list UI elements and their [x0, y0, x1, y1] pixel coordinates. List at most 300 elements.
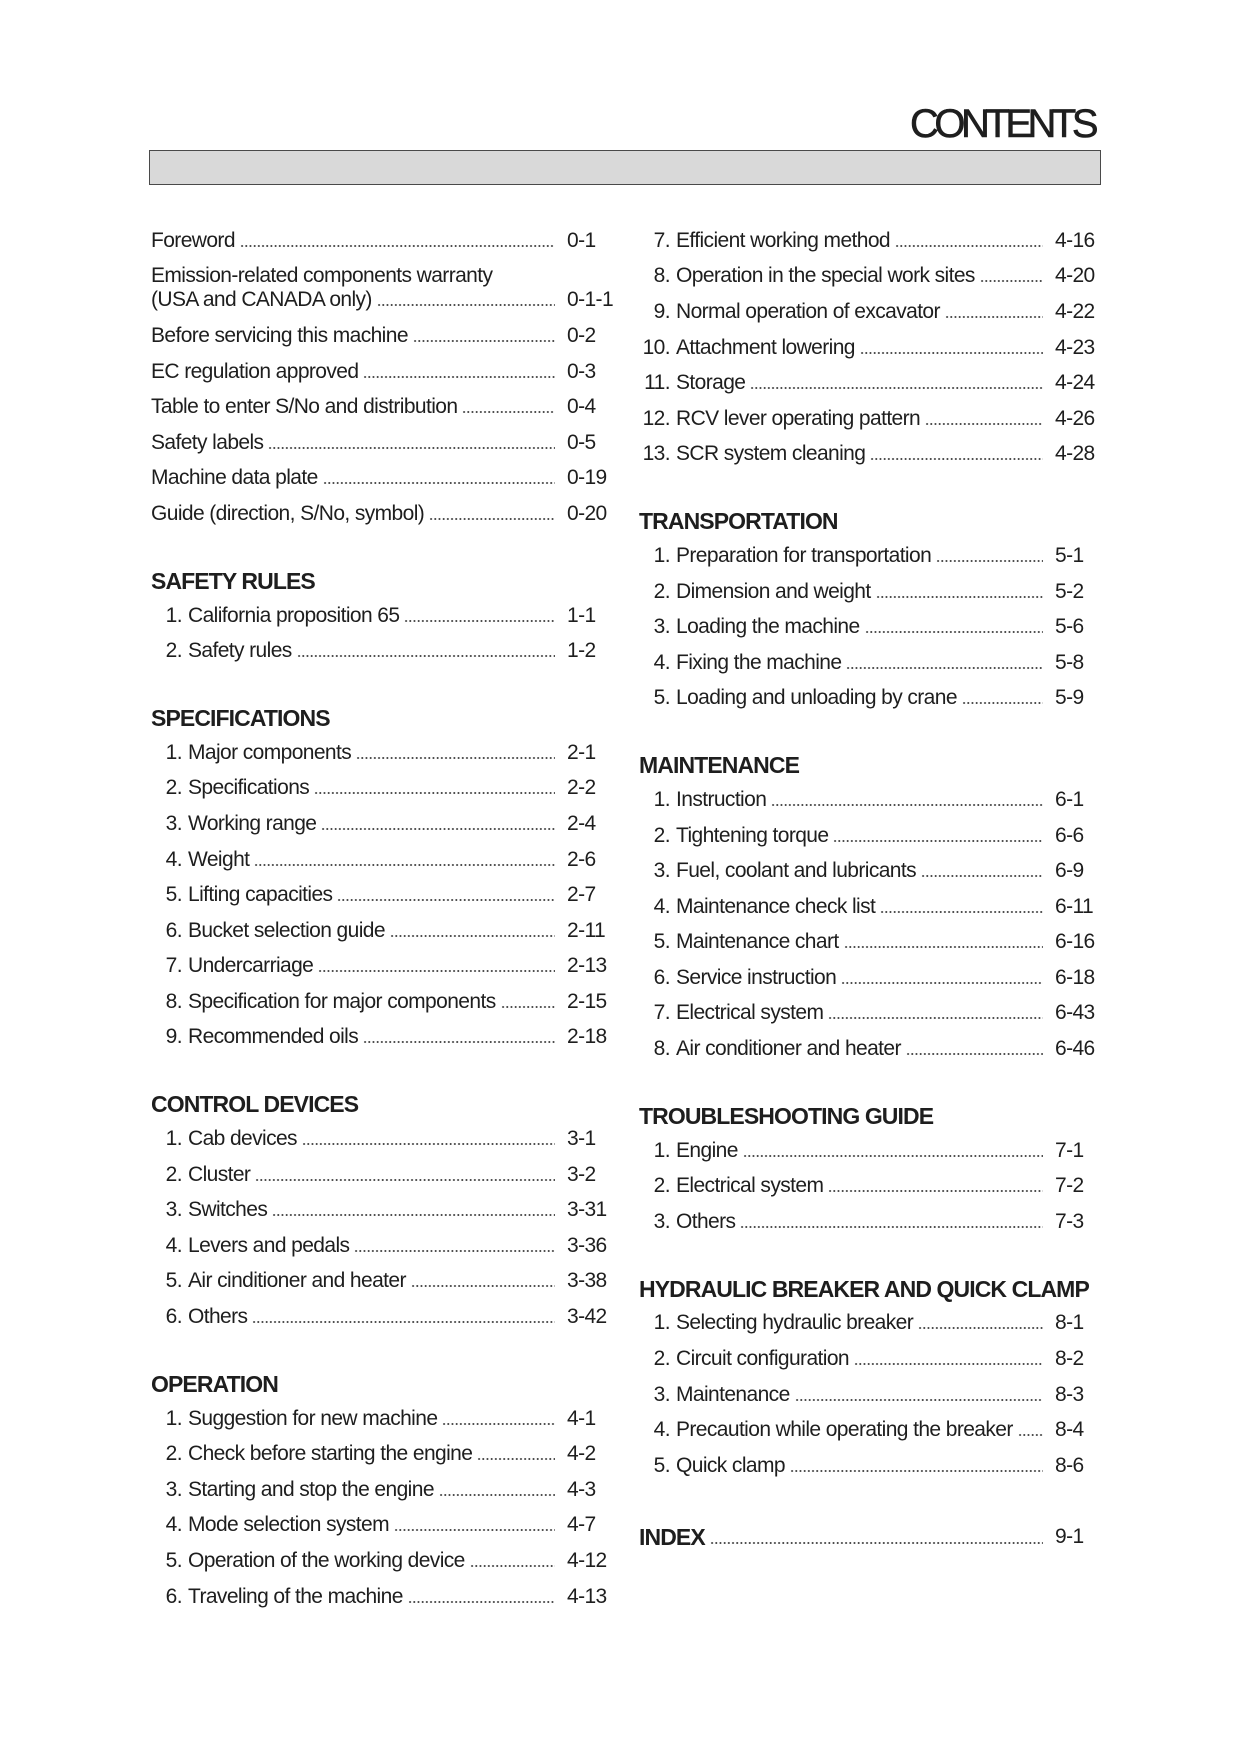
dot-leader [925, 407, 1043, 431]
toc-entry-number: 1. [165, 1127, 182, 1151]
toc-entry [639, 818, 1100, 854]
section-heading-label: TROUBLESHOOTING GUIDE [639, 1102, 934, 1129]
toc-entry-number: 1. [165, 740, 182, 764]
toc-entry-page-number: 2-4 [567, 811, 596, 835]
toc-entry-title: Operation in the special work sites [676, 264, 975, 288]
toc-entry-page-number: 4-24 [1055, 371, 1095, 395]
toc-entry-number: 2. [165, 1442, 182, 1466]
toc-entry-number: 4. [165, 1233, 182, 1257]
toc-entry [151, 806, 612, 842]
dot-leader [833, 824, 1043, 848]
section-heading-label: CONTROL DEVICES [151, 1091, 359, 1118]
toc-entry-title: RCV lever operating pattern [676, 406, 921, 430]
dot-leader [828, 1174, 1043, 1198]
toc-entry-title: Check before starting the engine [188, 1442, 473, 1466]
toc-entry-title: Undercarriage [188, 954, 314, 978]
section-heading-maintenance [639, 748, 1100, 782]
toc-entry-title: Others [676, 1209, 736, 1233]
toc-entry-number: 4. [653, 894, 670, 918]
toc-entry-page-number: 8-1 [1055, 1311, 1084, 1335]
dot-leader [750, 371, 1043, 395]
dot-leader [408, 1585, 555, 1609]
toc-entry-number: 2. [653, 1174, 670, 1198]
dot-leader [470, 1549, 555, 1573]
toc-entry-number: 8. [653, 1037, 670, 1061]
section-heading-label: INDEX [639, 1523, 705, 1550]
toc-entry-title: Fuel, coolant and lubricants [676, 859, 917, 883]
toc-entry-number: 1. [653, 543, 670, 567]
toc-entry-number: 7. [653, 228, 670, 252]
toc-entry-title: Circuit configuration [676, 1347, 849, 1371]
section-heading-index [639, 1520, 1100, 1554]
toc-entry [151, 1299, 612, 1335]
dot-leader [268, 431, 555, 455]
toc-entry [151, 984, 612, 1020]
dot-leader [876, 580, 1043, 604]
toc-entry [151, 1228, 612, 1264]
section-heading-label: SAFETY RULES [151, 567, 315, 594]
dot-leader [870, 442, 1043, 466]
toc-entry [151, 318, 612, 354]
toc-entry-page-number: 7-1 [1055, 1138, 1084, 1162]
toc-entry [151, 1121, 612, 1157]
toc-entry-page-number: 2-6 [567, 847, 596, 871]
section-heading-label: HYDRAULIC BREAKER AND QUICK CLAMP [639, 1275, 1089, 1302]
toc-entry-page-number: 4-7 [567, 1513, 596, 1537]
toc-entry [639, 960, 1100, 996]
toc-entry [639, 782, 1100, 818]
toc-entry-page-number: 8-4 [1055, 1418, 1084, 1442]
toc-entry-title: EC regulation approved [151, 359, 359, 383]
toc-entry-title-continued: (USA and CANADA only) [151, 288, 372, 312]
toc-entry-page-number: 2-2 [567, 776, 596, 800]
toc-entry-number: 12. [642, 406, 670, 430]
toc-entry-number: 2. [653, 1347, 670, 1371]
toc-entry [151, 1543, 612, 1579]
toc-entry-page-number: 4-2 [567, 1442, 596, 1466]
toc-entry-number: 4. [165, 1513, 182, 1537]
toc-entry-page-number: 6-46 [1055, 1037, 1095, 1061]
toc-entry [151, 1436, 612, 1472]
toc-entry-title: Air conditioner and heater [676, 1037, 901, 1061]
toc-entry-page-number: 4-26 [1055, 406, 1095, 430]
toc-entry-title: Selecting hydraulic breaker [676, 1311, 914, 1335]
dot-leader [790, 1454, 1043, 1478]
toc-entry-number: 2. [653, 579, 670, 603]
dot-leader [321, 812, 555, 836]
toc-entry [639, 1204, 1100, 1240]
toc-left-column [151, 223, 612, 1614]
toc-entry-title: Storage [676, 371, 746, 395]
dot-leader [895, 229, 1043, 253]
toc-entry-title: Before servicing this machine [151, 323, 408, 347]
toc-entry [151, 389, 612, 425]
section-heading-hydraulic-breaker-and-quick-clamp [639, 1272, 1100, 1306]
toc-entry-number: 7. [165, 954, 182, 978]
toc-entry-page-number: 5-1 [1055, 543, 1084, 567]
toc-entry-number: 3. [653, 1382, 670, 1406]
dot-leader [318, 954, 555, 978]
dot-leader [906, 1037, 1043, 1061]
toc-entry-title: Maintenance check list [676, 894, 876, 918]
toc-entry [151, 354, 612, 390]
toc-section [639, 1272, 1100, 1484]
toc-entry [639, 365, 1100, 401]
toc-entry [151, 633, 612, 669]
dot-leader [255, 1163, 555, 1187]
toc-entry-page-number: 6-18 [1055, 965, 1095, 989]
dot-leader [356, 741, 555, 765]
section-heading-label: SPECIFICATIONS [151, 704, 330, 731]
dot-leader [501, 990, 555, 1014]
dot-leader [404, 604, 555, 628]
toc-entry-page-number: 0-5 [567, 430, 596, 454]
toc-entry-page-number: 1-2 [567, 639, 596, 663]
toc-entry-number: 11. [644, 371, 670, 395]
toc-entry [639, 609, 1100, 645]
toc-entry-number: 4. [653, 1418, 670, 1442]
dot-leader [337, 883, 555, 907]
toc-entry-number: 1. [165, 603, 182, 627]
toc-entry-title: Guide (direction, S/No, symbol) [151, 501, 425, 525]
toc-entry-title: Maintenance [676, 1382, 790, 1406]
toc-entry [639, 853, 1100, 889]
toc-entry-page-number: 4-20 [1055, 264, 1095, 288]
toc-entry-page-number: 6-1 [1055, 787, 1084, 811]
dot-leader [439, 1478, 555, 1502]
dot-leader [710, 1520, 1043, 1554]
toc-entry-title: Weight [188, 847, 250, 871]
section-heading-label: OPERATION [151, 1370, 278, 1397]
toc-entry-title: Traveling of the machine [188, 1584, 403, 1608]
toc-entry-title: Starting and stop the engine [188, 1477, 434, 1501]
dot-leader [743, 1139, 1043, 1163]
toc-entry-page-number: 4-12 [567, 1549, 607, 1573]
toc-entry [639, 1306, 1100, 1342]
toc-entry-page-number: 5-9 [1055, 686, 1084, 710]
toc-entry-title: SCR system cleaning [676, 442, 866, 466]
toc-entry-line [151, 288, 612, 312]
toc-entry [151, 1157, 612, 1193]
dot-leader [442, 1407, 555, 1431]
toc-entry-page-number: 1-1 [567, 603, 596, 627]
section-heading-safety-rules [151, 564, 612, 598]
toc-entry [151, 913, 612, 949]
toc-entry-page-number: 2-1 [567, 740, 596, 764]
toc-entry [639, 1448, 1100, 1484]
toc-entry-title: Normal operation of excavator [676, 299, 940, 323]
toc-entry-title: Loading and unloading by crane [676, 686, 957, 710]
toc-entry-title: California proposition 65 [188, 603, 400, 627]
toc-entry-number: 10. [642, 335, 670, 359]
toc-entry-number: 1. [653, 1311, 670, 1335]
toc-entry-page-number: 8-2 [1055, 1347, 1084, 1371]
toc-entry-page-number: 4-16 [1055, 228, 1095, 252]
toc-section [639, 223, 1100, 472]
dot-leader [354, 1234, 555, 1258]
toc-entry-number: 6. [165, 918, 182, 942]
toc-entry-page-number: 2-15 [567, 989, 607, 1013]
toc-entry-title: Foreword [151, 228, 235, 252]
toc-entry-number: 3. [653, 859, 670, 883]
toc-entry-number: 6. [165, 1584, 182, 1608]
toc-entry-title: Specification for major components [188, 989, 496, 1013]
dot-leader [363, 360, 555, 384]
toc-entry-number: 1. [653, 787, 670, 811]
toc-entry-page-number: 4-13 [567, 1584, 607, 1608]
toc-entry-number: 3. [165, 811, 182, 835]
toc-entry [151, 425, 612, 461]
toc-entry-number: 6. [653, 965, 670, 989]
toc-entry-number: 3. [653, 615, 670, 639]
toc-entry-title: Cab devices [188, 1127, 297, 1151]
toc-entry-title: Specifications [188, 776, 310, 800]
toc-entry-page-number: 3-2 [567, 1162, 596, 1186]
toc-entry-line [151, 264, 612, 288]
toc-entry [639, 294, 1100, 330]
toc-entry-page-number: 2-13 [567, 954, 607, 978]
toc-entry-page-number: 6-11 [1055, 894, 1094, 918]
dot-leader [860, 336, 1043, 360]
toc-entry-number: 13. [642, 442, 670, 466]
section-heading-control-devices [151, 1087, 612, 1121]
title-rule-bar [149, 150, 1101, 185]
toc-entry-page-number: 6-43 [1055, 1001, 1095, 1025]
toc-entry-title: Fixing the machine [676, 650, 842, 674]
dot-leader [846, 651, 1043, 675]
toc-entry-title: Precaution while operating the breaker [676, 1418, 1013, 1442]
toc-entry-number: 5. [165, 1269, 182, 1293]
toc-entry-number: 5. [653, 1453, 670, 1477]
toc-entry-number: 4. [165, 847, 182, 871]
toc-entry-number: 2. [653, 823, 670, 847]
toc-entry-title: Working range [188, 811, 317, 835]
toc-entry-number: 3. [165, 1477, 182, 1501]
section-heading-label: MAINTENANCE [639, 752, 800, 779]
toc-entry-title: Quick clamp [676, 1453, 785, 1477]
toc-entry-number: 2. [165, 639, 182, 663]
toc-section [639, 1099, 1100, 1240]
toc-entry [639, 1168, 1100, 1204]
toc-entry [151, 1401, 612, 1437]
dot-leader [844, 930, 1043, 954]
toc-entry-number: 8. [653, 264, 670, 288]
toc-entry [151, 461, 612, 497]
toc-entry [151, 1472, 612, 1508]
toc-entry-title: Others [188, 1305, 248, 1329]
dot-leader [377, 288, 555, 312]
toc-entry-page-number: 8-3 [1055, 1382, 1084, 1406]
dot-leader [854, 1347, 1043, 1371]
toc-entry-number: 5. [653, 930, 670, 954]
toc-entry [639, 437, 1100, 473]
toc-entry [151, 259, 612, 319]
toc-entry [151, 496, 612, 532]
toc-entry-title: Recommended oils [188, 1025, 359, 1049]
dot-leader [462, 395, 555, 419]
toc-entry [639, 645, 1100, 681]
dot-leader [865, 615, 1043, 639]
toc-entry-title: Suggestion for new machine [188, 1406, 438, 1430]
toc-entry-page-number: 4-23 [1055, 335, 1095, 359]
toc-entry-title: Table to enter S/No and distribution [151, 395, 458, 419]
toc-entry-number: 2. [165, 776, 182, 800]
dot-leader [477, 1442, 555, 1466]
toc-entry [639, 538, 1100, 574]
dot-leader [240, 229, 555, 253]
toc-section [639, 1520, 1100, 1554]
toc-entry-page-number: 7-3 [1055, 1209, 1084, 1233]
toc-entry-title: Instruction [676, 787, 767, 811]
toc-entry-page-number: 7-2 [1055, 1174, 1084, 1198]
toc-entry [639, 401, 1100, 437]
dot-leader [254, 848, 555, 872]
section-heading-troubleshooting-guide [639, 1099, 1100, 1133]
toc-entry [639, 925, 1100, 961]
toc-entry [151, 1020, 612, 1056]
toc-entry-page-number: 4-1 [567, 1406, 596, 1430]
toc-section [151, 1367, 612, 1615]
toc-entry-page-number: 3-31 [567, 1198, 607, 1222]
dot-leader [945, 300, 1043, 324]
toc-entry-page-number: 2-7 [567, 883, 596, 907]
toc-entry-title: Safety rules [188, 639, 292, 663]
toc-entry-title: Preparation for transportation [676, 543, 932, 567]
toc-entry-number: 9. [165, 1025, 182, 1049]
toc-entry-title: Mode selection system [188, 1513, 389, 1537]
toc-entry-title: Maintenance chart [676, 930, 839, 954]
toc-entry-page-number: 0-4 [567, 395, 596, 419]
dot-leader [394, 1513, 555, 1537]
toc-entry-title: Switches [188, 1198, 268, 1222]
toc-entry [639, 1031, 1100, 1067]
dot-leader [390, 919, 555, 943]
toc-entry [151, 598, 612, 634]
toc-entry-title: Machine data plate [151, 466, 318, 490]
toc-entry-number: 9. [653, 299, 670, 323]
toc-entry-page-number: 3-36 [567, 1233, 607, 1257]
toc-entry [639, 1133, 1100, 1169]
toc-entry [151, 842, 612, 878]
dot-leader [921, 859, 1043, 883]
toc-entry-page-number: 4-28 [1055, 442, 1095, 466]
toc-entry-title: Loading the machine [676, 615, 860, 639]
toc-entry-page-number: 6-6 [1055, 823, 1084, 847]
toc-entry-title: Electrical system [676, 1001, 824, 1025]
toc-section [151, 223, 612, 532]
toc-entry-page-number: 0-20 [567, 501, 607, 525]
toc-entry-page-number: 2-11 [567, 918, 606, 942]
toc-entry-title: Operation of the working device [188, 1549, 465, 1573]
page-title: CONTENTS [910, 102, 1094, 146]
dot-leader [272, 1198, 555, 1222]
toc-entry-page-number: 6-9 [1055, 859, 1084, 883]
toc-entry-title: Lifting capacities [188, 883, 333, 907]
toc-entry-number: 7. [653, 1001, 670, 1025]
toc-entry [151, 771, 612, 807]
toc-entry [151, 1192, 612, 1228]
toc-section [151, 701, 612, 1055]
dot-leader [936, 544, 1043, 568]
toc-entry-number: 4. [653, 650, 670, 674]
toc-entry-page-number: 0-1-1 [567, 288, 614, 312]
toc-entry-page-number: 5-2 [1055, 579, 1084, 603]
toc-entry-number: 3. [165, 1198, 182, 1222]
toc-entry-page-number: 5-8 [1055, 650, 1084, 674]
toc-entry-page-number: 8-6 [1055, 1453, 1084, 1477]
toc-entry-title: Efficient working method [676, 228, 890, 252]
toc-section [639, 748, 1100, 1067]
toc-entry-title: Levers and pedals [188, 1233, 350, 1257]
dot-leader [314, 776, 555, 800]
toc-entry [639, 1412, 1100, 1448]
toc-entry-number: 5. [165, 1549, 182, 1573]
section-heading-transportation [639, 504, 1100, 538]
dot-leader [1018, 1418, 1043, 1442]
toc-entry-page-number: 5-6 [1055, 615, 1084, 639]
dot-leader [980, 264, 1043, 288]
section-page-number: 9-1 [1055, 1524, 1084, 1548]
dot-leader [918, 1311, 1043, 1335]
toc-entry [151, 1508, 612, 1544]
toc-entry [151, 1579, 612, 1615]
toc-section [639, 504, 1100, 716]
toc-entry-title: Attachment lowering [676, 335, 855, 359]
toc-entry-title: Service instruction [676, 965, 837, 989]
toc-entry-page-number: 0-1 [567, 228, 596, 252]
dot-leader [297, 639, 555, 663]
toc-entry [639, 681, 1100, 717]
toc-entry [639, 223, 1100, 259]
toc-entry-title: Safety labels [151, 430, 264, 454]
dot-leader [323, 466, 555, 490]
dot-leader [413, 324, 555, 348]
toc-entry [639, 1341, 1100, 1377]
dot-leader [302, 1127, 555, 1151]
dot-leader [880, 895, 1043, 919]
toc-entry-page-number: 0-3 [567, 359, 596, 383]
toc-section [151, 564, 612, 669]
toc-entry [639, 259, 1100, 295]
dot-leader [429, 502, 555, 526]
section-heading-operation [151, 1367, 612, 1401]
toc-entry-number: 8. [165, 989, 182, 1013]
dot-leader [841, 966, 1043, 990]
toc-entry-number: 3. [653, 1209, 670, 1233]
toc-entry-page-number: 3-42 [567, 1305, 607, 1329]
dot-leader [795, 1383, 1043, 1407]
toc-entry-page-number: 2-18 [567, 1025, 607, 1049]
toc-entry-title: Engine [676, 1138, 738, 1162]
toc-entry [151, 1264, 612, 1300]
toc-entry-page-number: 0-2 [567, 323, 596, 347]
toc-entry-title: Emission-related components warranty [151, 264, 493, 288]
toc-entry-number: 1. [653, 1138, 670, 1162]
toc-entry-number: 2. [165, 1162, 182, 1186]
toc-entry-title: Cluster [188, 1162, 251, 1186]
dot-leader [363, 1025, 555, 1049]
toc-entry-title: Bucket selection guide [188, 918, 385, 942]
toc-entry [151, 877, 612, 913]
toc-entry-page-number: 3-1 [567, 1127, 596, 1151]
toc-entry [639, 574, 1100, 610]
toc-entry-page-number: 6-16 [1055, 930, 1095, 954]
dot-leader [252, 1305, 555, 1329]
toc-right-column [639, 223, 1100, 1554]
toc-entry-title: Air cinditioner and heater [188, 1269, 406, 1293]
toc-entry-number: 6. [165, 1305, 182, 1329]
toc-entry-title: Dimension and weight [676, 579, 871, 603]
